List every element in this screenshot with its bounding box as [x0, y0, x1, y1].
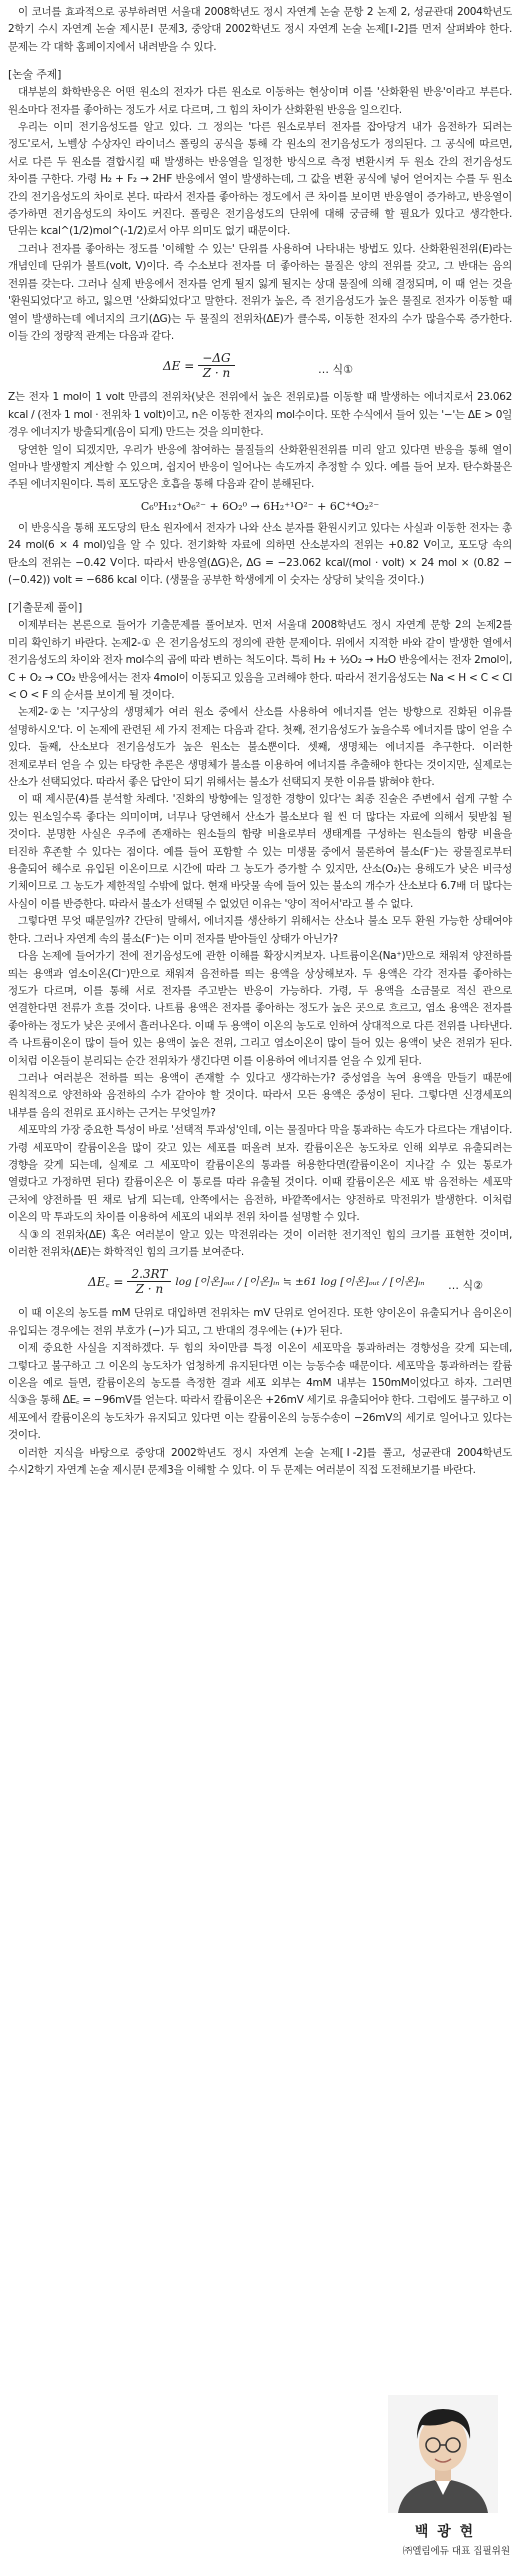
- paragraph: 이 때 이온의 농도를 mM 단위로 대입하면 전위차는 mV 단위로 얻어진다. 또한 양이온이 유출되거나 음이온이 유입되는 경우에는 전위 부호가 (−)가 되고, 그 반대의 경우에는 (+)가 된다.: [8, 1307, 512, 1337]
- paragraph: 이러한 지식을 바탕으로 중앙대 2002학년도 정시 자연계 논술 논제[Ⅰ-2]를 풀고, 성균관대 2004학년도 수시2학기 자연계 논술 제시문Ⅰ 문제3을 이해할 수 있다. 이 두 문제는 여러분이 직접 도전해보기를 바란다.: [8, 1446, 512, 1477]
- paragraph: 대부분의 화학반응은 어떤 원소의 전자가 다른 원소로 이동하는 현상이며 이를 '산화환원 반응'이라고 부른다. 원소마다 전자를 좋아하는 정도가 서로 다르며, 그 힘의 차이가 산화환원 반응을 일으킨다.: [8, 86, 512, 116]
- paragraph: 식③의 전위차(ΔE) 혹은 여러분이 알고 있는 막전위라는 것이 이러한 전기적인 힘의 크기를 표현한 것이며, 이러한 전위차(ΔE)는 화학적인 힘의 크기를 보여준다.: [8, 1228, 512, 1258]
- paragraph: 이 때 제시문(4)를 분석할 차례다. '진화의 방향에는 일정한 경향이 있다'는 최종 진술은 주변에서 쉽게 구할 수 있는 원소일수록 좋다는 의미이며, 너무나 당연해서 산소가 불소보다 월 씬 더 많다는 자료에 의해서 뒷받침 될 것이다. 분명한 사실은 우주에 존재하는 원소들의 함량 비율로부터 생태계를 구성하는 원소들의 함량 비율을 터진하 후존할 수 있다는 점이다. 예를 들어 포함할 수 있는 미생물 중에서 물론하여 불소(F⁻)는 광물질로부터 용출되어 해수로 유입된 이온이므로 시간에 따라 그 농도가 증가할 수 있지만, 산소(O₂)는 용해도가 낮은 비극성 기체이므로 그 농도가 제한적일 수밖에 없다. 현재 바닷물 속에 들어 있는 불소의 개수가 산소보다 6.7배 더 많다는 사실이 이를 반증한다. 따라서 불소가 선택될 수 없었던 이유는 '양이 적어서'라고 볼 수 없다.: [8, 793, 512, 910]
- author-affiliation: ㈜엘림에듀 대표 집필위원: [402, 2546, 510, 2557]
- paragraph: 그러나 여러분은 전하를 띄는 용액이 존재할 수 있다고 생각하는가? 중성염을 녹여 용액을 만들기 때문에 원칙적으로 양전하와 음전하의 수가 같아야 할 것이다. 따라서 모든 용액은 중성이 된다. 그렇다면 신경세포의 내부를 음의 전위로 표시하는 근거는 무엇일까?: [8, 1071, 512, 1119]
- equation-lhs: ΔE꜀ =: [88, 1275, 124, 1290]
- paragraph: 이제 중요한 사실을 지적하겠다. 두 힘의 차이만큼 특정 이온이 세포막을 통과하려는 경향성을 갖게 되는데, 그렇다고 불구하고 그 이온의 농도차가 엄청하게 유지된다면 이는 능동수송 때문이다. 세포막을 통과하려는 칼륨 이온을 예로 들면, 칼륨이온의 농도를 측정한 결과 세포 외부는 4mM 내부는 150mM이었다고 하자. 그러면 식③을 통해 ΔE꜀ = −96mV를 얻는다. 따라서 칼륨이온은 +26mV 세기로 유출되어야 한다. 그럼에도 불구하고 이 세포에서 칼륨이온의 농도차가 유지되고 있다면 이는 칼륨이온의 능동수송이 −26mV의 세기로 일어나고 있다는 것이다.: [8, 1342, 512, 1442]
- equation-tag: … 식②: [448, 1279, 483, 1293]
- paragraph: 이제부터는 본론으로 들어가 기출문제를 풀어보자. 먼저 서울대 2008학년도 정시 자연계 문항 2의 논제2를 미리 확인하기 바란다. 논제2-① 은 전기음성도의 정의에 관한 문제이다. 위에서 지적한 바와 같이 발생한 열에서 전기음성도의 차이와 전자 mol수의 곱에 따라 변하는 척도이다. 특히 H₂ + ½O₂ → H₂O 반응에서는 전자 2mol이, C + O₂ → CO₂ 반응에서는 전자 4mol이 이동되고 있음을 고려해야 한다. 따라서 전기음성도는 Na < H < C < Cl < O < F 의 순서를 보이게 될 것이다.: [8, 619, 512, 701]
- paragraph: 당연한 일이 되겠지만, 우리가 반응에 참여하는 물질들의 산화환원전위를 미리 알고 있다면 반응을 통해 열이 얼마나 발생할지 계산할 수 있으며, 쉽지어 반응이 일어나는 속도까지 추정할 수 있다. 예를 들어 보자. 탄수화물은 주된 에너지원이다. 특히 포도당은 호흡을 통해 다음과 같이 분해된다.: [8, 443, 512, 491]
- paragraph: 다음 논제에 들어가기 전에 전기음성도에 관한 이해를 확장시켜보자. 나트륨이온(Na⁺)만으로 채워져 양전하를 띄는 용액과 염소이온(Cl⁻)만으로 채워져 음전하를 띄는 용액을 상상해보자. 두 용액은 각각 전자를 좋아하는 정도가 다르며, 이를 통해 서로 전자를 주고받는 반응이 가능하다. 가령, 두 용액을 소금물로 적신 관으로 연결한다면 전류가 흐를 것이다. 나트륨 용액은 전자를 좋아하는 정도가 높은 곳으로 흐르고, 염소 용액은 전자를 좋아하는 정도가 낮은 곳에서 흘러나온다. 이때 두 용액이 이온의 농도로 인하여 상대적으로 다른 전위를 나타낸다. 즉 나트륨이온이 많이 들어 있는 용액이 높은 전위, 그리고 염소이온이 많이 들어 있는 용액이 낮은 전위가 된다. 이처럼 이온들이 분리되는 순간 전위차가 생긴다면 이를 이용하여 에너지를 얻을 수 있게 된다.: [8, 950, 512, 1067]
- equation-1: [8, 347, 512, 387]
- equation-numerator: −ΔG: [198, 351, 234, 366]
- section-title-solution: [기출문제 풀이]: [8, 601, 83, 615]
- paragraph: Z는 전자 1 mol이 1 volt 만큼의 전위차(낮은 전위에서 높은 전위로)를 이동할 때 발생하는 에너지로서 23.062 kcal / (전자 1 mol · 전위차 1 volt)이고, n은 이동한 전자의 mol수이다. 또한 수식에서 들어 있는 '−'는 ΔE > 0일 경우 에너지가 방출되게(음이 되게) 만드는 것을 의미한다.: [8, 391, 512, 439]
- equation-rhs: log [이온]ₒᵤₜ / [이온]ᵢₙ ≒ ±61 log [이온]ₒᵤₜ / [이온]ᵢₙ: [175, 1276, 425, 1289]
- paragraph: 이 반응식을 통해 포도당의 탄소 원자에서 전자가 나와 산소 분자를 환원시키고 있다는 사실과 이동한 전자는 총 24 mol(6 × 4 mol)임을 알 수 있다. 전기화학 자료에 의하면 산소분자의 전위는 +0.82 V이고, 포도당 속의 탄소의 전위는 −0.42 V이다. 따라서 반응열(ΔG)은, ΔG = −23.062 kcal/(mol · volt) × 24 mol × (0.82 − (−0.42)) volt = −686 kcal 이다. (생물을 공부한 학생에게 이 숫자는 상당히 낯익을 것이다.): [8, 521, 512, 586]
- equation-2: [8, 1263, 512, 1303]
- paragraph: 우리는 이미 전기음성도를 알고 있다. 그 정의는 '다른 원소로부터 전자를 잡아당겨 내가 음전하가 되려는 정도'로서, 노벨상 수상자인 라이너스 폴링의 공식을 통해 각 원소의 전기음성도가 정의된다. 그 공식에 따르면, 서로 다른 두 원소를 결합시킬 때 발생하는 반응열을 일정한 방식으로 측정 변환시켜 두 원소 간의 전기음성도 차이를 구한다. 가령 H₂ + F₂ → 2HF 반응에서 열이 발생하는데, 그 값을 변환 공식에 넣어 얻어지는 수를 두 원소 간의 전기음성도의 차이로 본다. 따라서 전자를 좋아하는 정도에서 큰 차이를 보이면 반응열이 증가하고, 반응열이 증가하면 전기음성도의 차이도 커진다. 폴링은 전기음성도의 단위에 대해 궁금해 할 필요가 있다고 생각한다. 단위는 kcal^(1/2)mol^(-1/2)로서 아무 의미도 없기 때문이다.: [8, 121, 512, 238]
- paragraph: 논제2-②는 '지구상의 생명체가 여러 원소 중에서 산소를 사용하여 에너지를 얻는 방향으로 진화된 이유를 설명하시오'다. 이 논제에 관련된 세 가지 전제는 다음과 같다. 첫째, 전기음성도가 높을수록 에너지를 많이 얻을 수 있다. 둘째, 산소보다 전기음성도가 높은 원소는 불소뿐이다. 셋째, 생명체는 에너지를 추구한다. 이러한 전제로부터 얻을 수 있는 타당한 추론은 생명체가 불소를 이용하여 에너지를 추출해야 한다는 것이지만, 실제로는 산소가 선택되었다. 따라서 좋은 답안이 되기 위해서는 불소가 선택되지 못한 이유를 밝혀야 한다.: [8, 706, 512, 789]
- paragraph: 그렇다면 무엇 때문일까? 간단히 말해서, 에너지를 생산하기 위해서는 산소나 불소 모두 환원 가능한 상태여야 한다. 그러나 자연계 속의 불소(F⁻)는 이미 전자를 받아들인 상태가 아닌가?: [8, 915, 512, 945]
- equation-tag: … 식①: [318, 363, 353, 377]
- section-title-topic: [논술 주제]: [8, 68, 62, 82]
- equation-lhs: ΔE =: [163, 358, 195, 373]
- author-name: 백 광 현: [414, 2524, 476, 2540]
- equation-numerator: 2.3RT: [127, 1267, 171, 1282]
- equation-denominator: Z · n: [135, 1282, 164, 1297]
- author-portrait: [388, 2395, 498, 2513]
- equation-denominator: Z · n: [202, 366, 231, 381]
- chemical-equation: C₆⁰H₁₂⁺O₆²⁻ + 6O₂⁰ → 6H₂⁺¹O²⁻ + 6C⁺⁴O₂²⁻: [140, 499, 380, 513]
- author-block: [380, 2395, 510, 2557]
- paragraph: 세포막의 가장 중요한 특성이 바로 '선택적 투과성'인데, 이는 물질마다 막을 통과하는 속도가 다르다는 개념이다. 가령 세포막이 칼륨이온을 많이 갖고 있는 세포를 떠올려 보자. 칼륨이온은 농도차로 인해 외부로 유출되려는 경향을 갖게 되는데, 실제로 그 세포막이 칼륨이온의 통과를 허용한다면(칼륨이온이 지나갈 수 있는 통로가 열렸다고 가정하면 된다) 칼륨이온은 이 통로를 따라 유출될 것이다. 이때 칼륨이온은 세포 밖 음전하는 세포막 근처에 양전하를 띤 채로 남게 되는데, 안쪽에서는 음전하, 바깥쪽에서는 양전하로 막전위가 발생한다. 이처럼 이온의 막 투과도의 차이를 이용하여 세포의 내외부 전위 차이를 설명할 수 있다.: [8, 1124, 512, 1224]
- paragraph: 그러나 전자를 좋아하는 정도를 '이해할 수 있는' 단위를 사용하여 나타내는 방법도 있다. 산화환원전위(E)라는 개념인데 단위가 볼트(volt, V)이다. 즉 수소보다 전자를 더 좋아하는 물질은 양의 전위를 갖고, 그 반대는 음의 전위를 갖는다. 그러나 실제 반응에서 전자를 얻게 될지 잃게 될지는 상대 물질에 의해 결정되며, 이 때 얻는 것을 '환원되었다'고 하고, 잃으면 '산화되었다'고 말한다. 전위가 높은, 즉 전기음성도가 높은 물질로 전자가 이동할 때 열이 발생하는데 에너지의 크기(ΔG)는 두 물질의 전위차(ΔE)가 클수록, 이동한 전자의 수가 많을수록 증가한다. 이들 간의 정량적 관계는 다음과 같다.: [8, 242, 512, 342]
- intro-paragraph: 이 코너를 효과적으로 공부하려면 서울대 2008학년도 정시 자연계 논술 문항 2 논제 2, 성균관대 2004학년도 2학기 수시 자연계 논술 제시문Ⅰ 문제3, 중앙대 2002학년도 정시 자연계 논술 논제[Ⅰ-2]를 먼저 살펴봐야 한다. 문제는 각 대학 홈페이지에서 내려받을 수 있다.: [8, 6, 512, 53]
